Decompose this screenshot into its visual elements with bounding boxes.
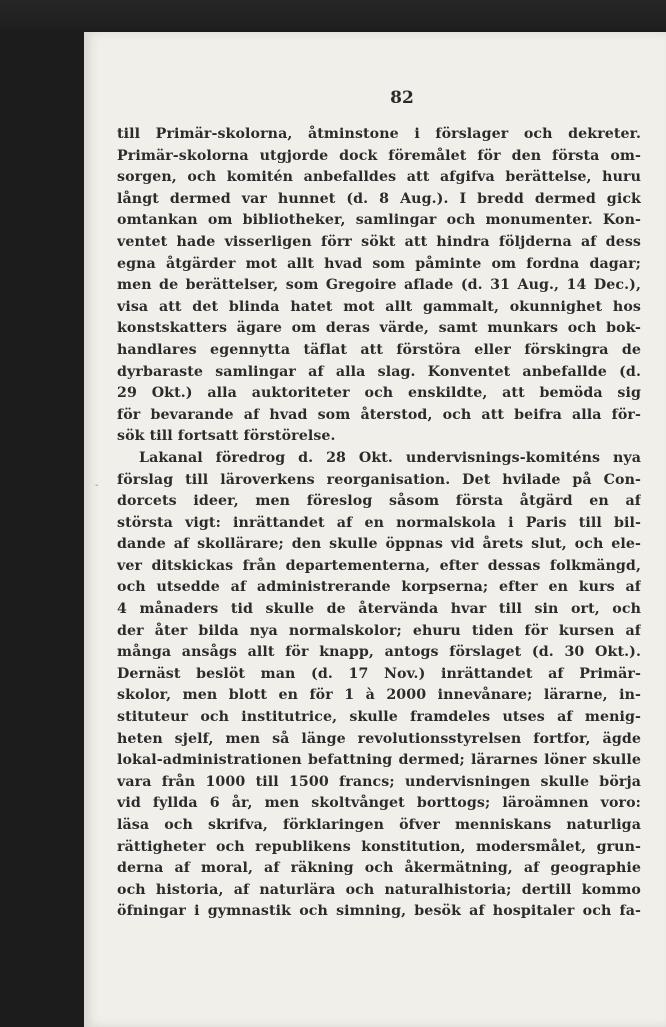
text-line: handlares egennytta täflat att förstöra eller förskingra de [117,341,641,358]
text-line: heten sjelf, men så länge revolutionsstyrelsen fortfor, ägde [117,730,641,747]
text-line: sorgen, och komitén anbefalldes att afgifva berättelse, huru [117,169,641,186]
text-line: och historia, af naturlära och naturalhistoria; dertill kommo [117,881,641,898]
text-line: dorcets ideer, men föreslog såsom första åtgärd en af [117,493,641,510]
text-line: och utsedde af administrerande korpserna; efter en kurs af [117,579,641,596]
text-line: konstskatters ägare om deras värde, samt munkars och bok- [117,320,641,337]
text-line: lokal-administrationen befattning dermed; lärarnes löner skulle [117,752,641,769]
text-line: ventet hade visserligen förr sökt att hindra följderna af dess [117,233,641,250]
text-line: ver ditskickas från departementerna, efter dessas folkmängd, [117,557,641,574]
text-line: vid fyllda 6 år, men skoltvånget borttogs; läroämnen voro: [117,795,641,812]
text-line: för bevarande af hvad som återstod, och att beifra alla för- [117,406,641,423]
text-line: långt dermed var hunnet (d. 8 Aug.). I bredd dermed gick [117,190,641,207]
text-line: men de berättelser, som Gregoire aflade (d. 31 Aug., 14 Dec.), [117,277,641,294]
text-line: till Primär-skolorna, åtminstone i förslager och dekreter. [117,126,641,142]
text-line: 29 Okt.) alla auktoriteter och enskildte, att bemöda sig [117,385,641,402]
text-line: Dernäst beslöt man (d. 17 Nov.) inrättandet af Primär- [117,665,641,682]
text-line: der åter bilda nya normalskolor; ehuru tiden för kursen af [117,622,641,639]
body-text [117,124,641,923]
text-line: många ansågs allt för knapp, antogs förslaget (d. 30 Okt.). [117,644,641,661]
text-line: öfningar i gymnastik och simning, besök af hospitaler och fa- [117,903,641,920]
text-line: förslag till läroverkens reorganisation. Det hvilade på Con- [117,471,641,488]
scanner-edge [0,0,666,30]
text-line: rättigheter och republikens konstitution, modersmålet, grun- [117,838,641,855]
text-line: derna af moral, af räkning och åkermätning, af geographie [117,860,641,877]
text-line: Primär-skolorna utgjorde dock föremålet för den första om- [117,147,641,164]
text-line: dande af skollärare; den skulle öppnas vid årets slut, och ele- [117,536,641,553]
text-line: läsa och skrifva, förklaringen öfver menniskans naturliga [117,817,641,833]
margin-mark: - [95,480,99,491]
page-number: 82 [390,88,414,108]
text-line: omtankan om bibliotheker, samlingar och monumenter. Kon- [117,212,641,229]
text-line: sök till fortsatt förstörelse. [117,428,336,445]
text-line: största vigt: inrättandet af en normalskola i Paris till bil- [117,514,641,531]
text-line: skolor, men blott en för 1 à 2000 innevånare; lärarne, in- [117,687,641,704]
text-line: vara från 1000 till 1500 francs; undervisningen skulle börja [117,773,641,790]
text-line: stituteur och institutrice, skulle framdeles utses af menig- [117,709,641,726]
text-line: egna åtgärder mot allt hvad som påminte om fordna dagar; [117,255,641,272]
text-line: 4 månaders tid skulle de återvända hvar till sin ort, och [117,601,641,618]
text-line: dyrbaraste samlingar af alla slag. Konventet anbefallde (d. [117,363,641,380]
text-line: visa att det blinda hatet mot allt gammalt, okunnighet hos [117,298,641,315]
text-line: Lakanal föredrog d. 28 Okt. undervisnings-komiténs nya [139,449,641,466]
